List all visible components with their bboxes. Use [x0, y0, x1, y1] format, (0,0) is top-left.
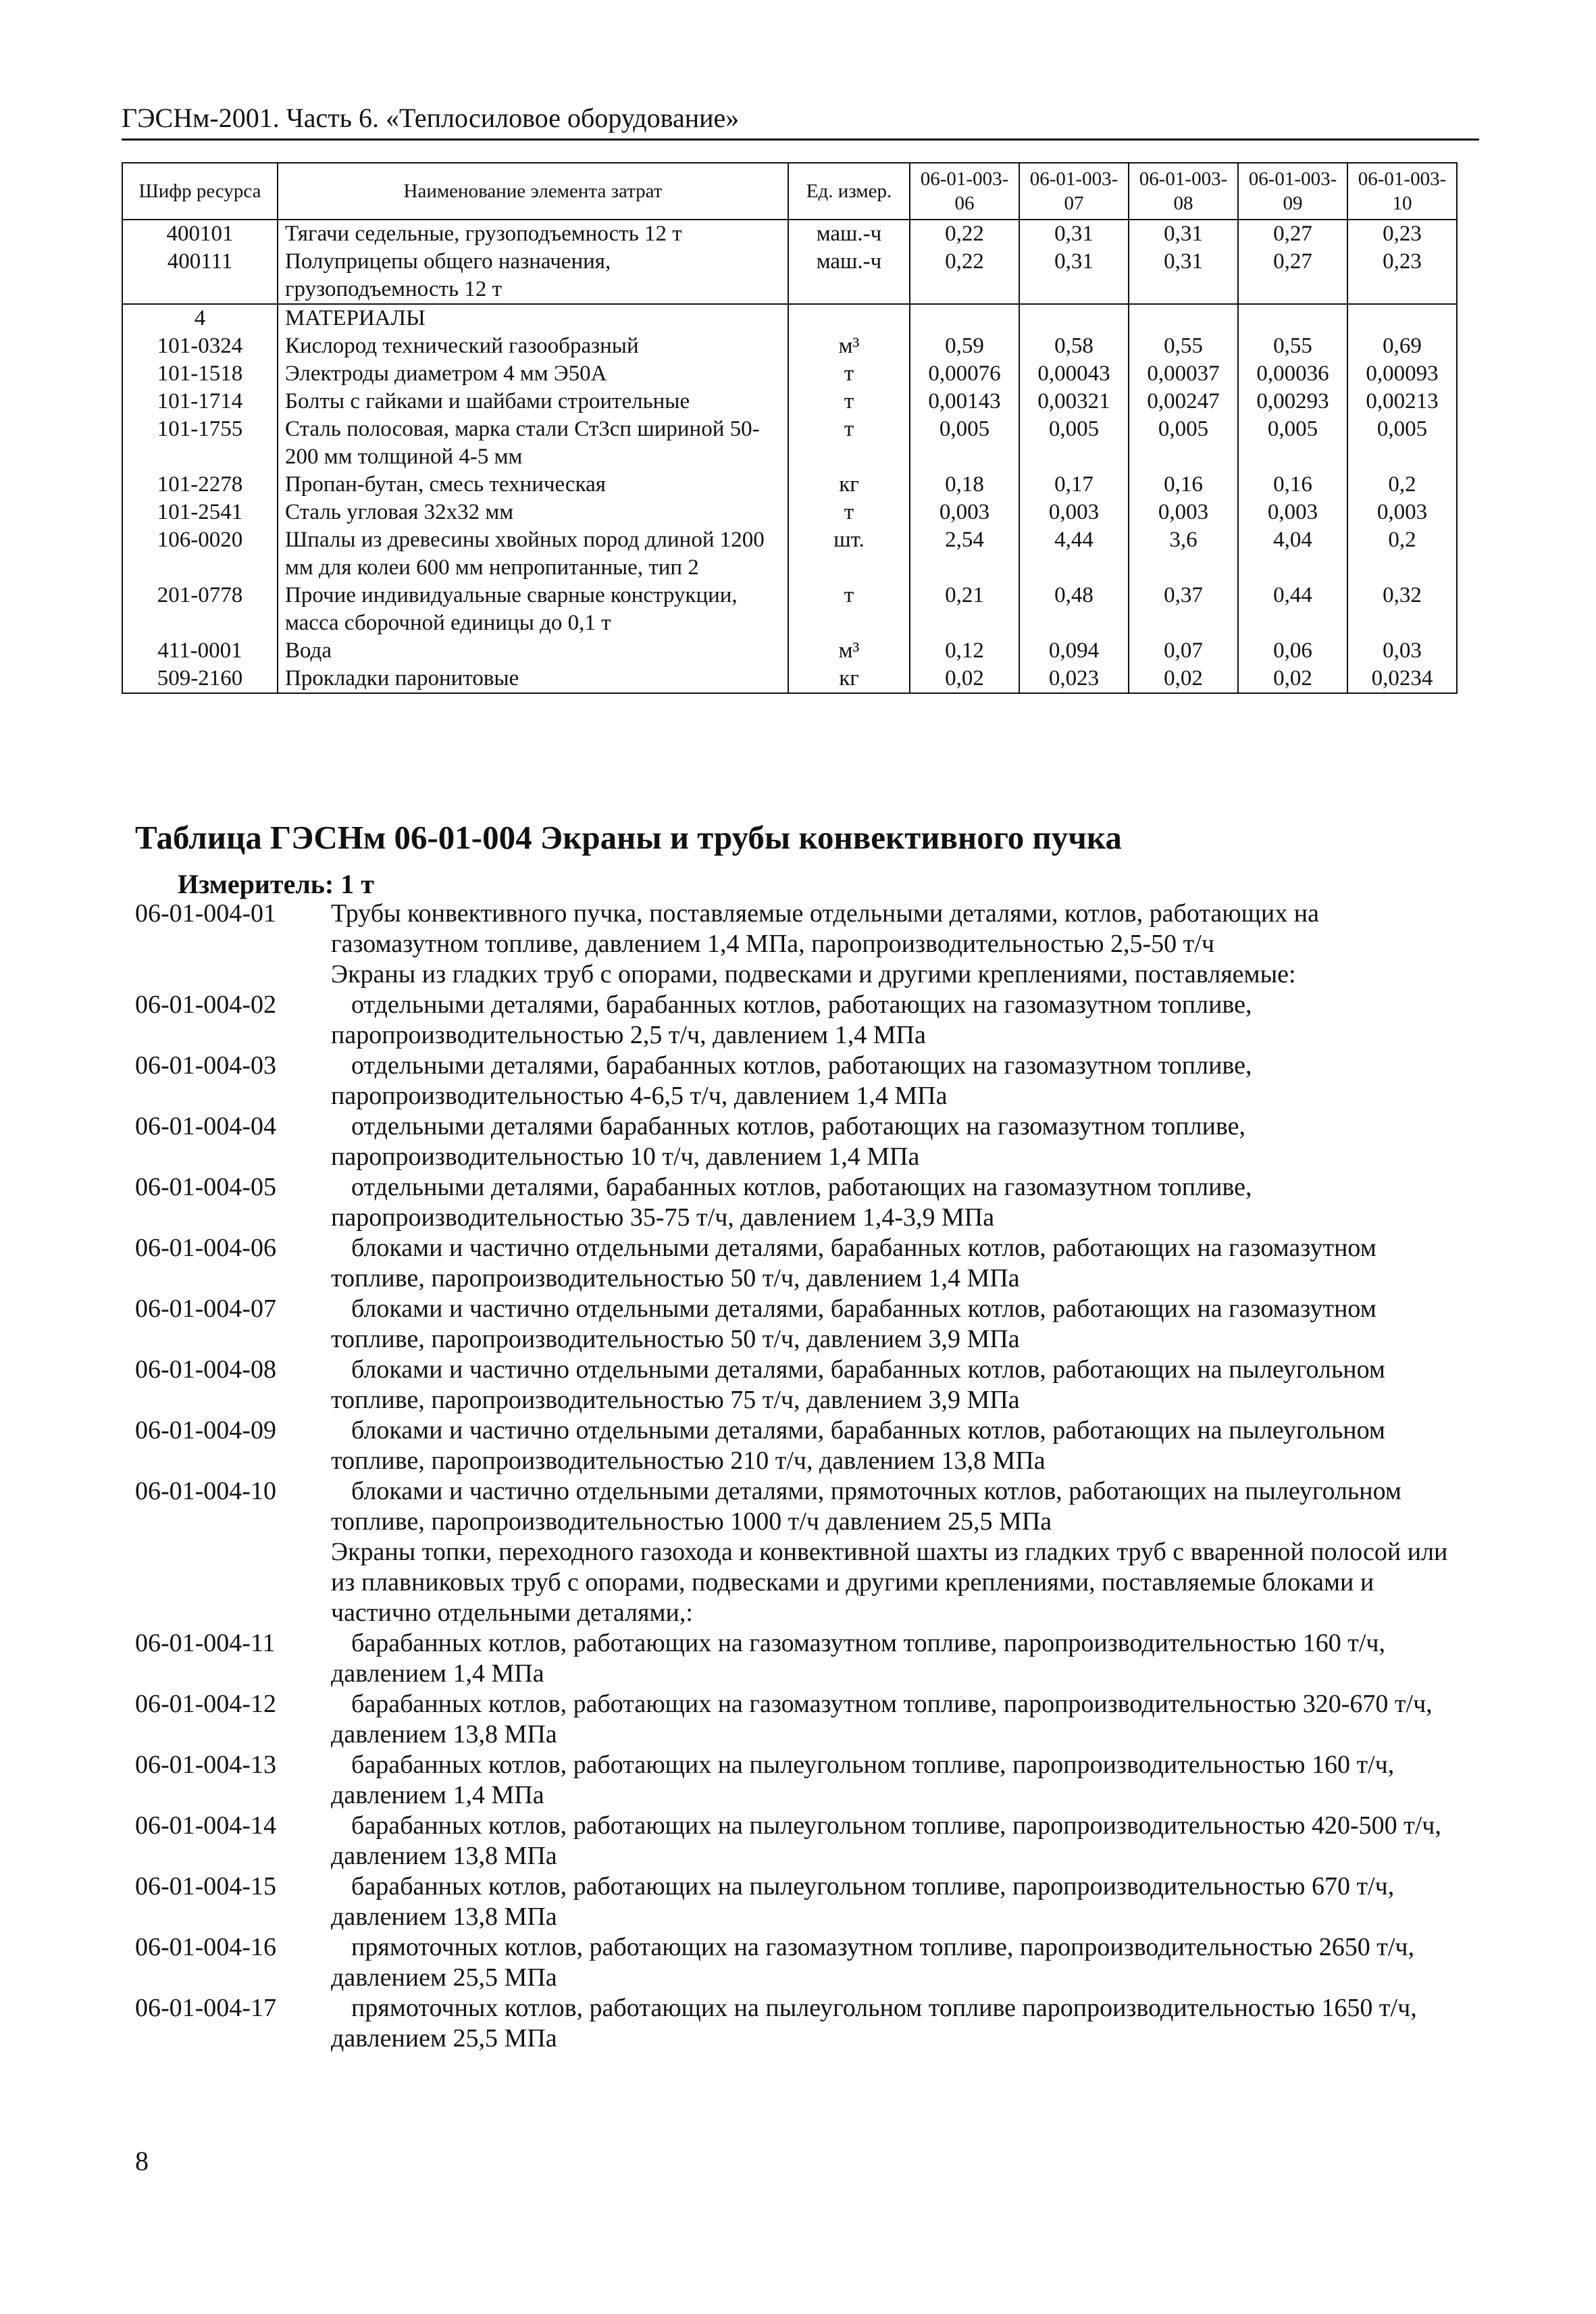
- value-cell: 0,2: [1347, 471, 1457, 499]
- item-code: 06-01-004-04: [135, 1112, 276, 1140]
- list-item: [135, 1689, 1459, 1750]
- resource-code-cell: 101-0324: [122, 332, 278, 360]
- item-description: барабанных котлов, работающих на газомазутном топливе, паропроизводительностью 320-670 т/ч, давлением 13,8 МПа: [331, 1690, 1433, 1749]
- value-cell: 0,69: [1347, 332, 1457, 360]
- item-description: блоками и частично отдельными деталями, барабанных котлов, работающих на пылеугольном топливе, паропроизводительностью 75 т/ч, давлением 3,9 МПа: [331, 1355, 1385, 1414]
- table-row: [122, 220, 1457, 248]
- unit-cell: м³: [788, 637, 910, 665]
- item-description: барабанных котлов, работающих на газомазутном топливе, паропроизводительностью 160 т/ч, давлением 1,4 МПа: [331, 1629, 1386, 1688]
- resource-name-cell: Болты с гайками и шайбами строительные: [278, 388, 788, 416]
- list-item: [135, 959, 1459, 990]
- table-row: [122, 471, 1457, 499]
- value-cell: 2,54: [910, 526, 1019, 582]
- unit-cell: кг: [788, 665, 910, 693]
- value-cell: 0,23: [1347, 220, 1457, 248]
- item-code: 06-01-004-05: [135, 1173, 276, 1201]
- value-cell: 0,00093: [1347, 360, 1457, 388]
- unit-cell: маш.-ч: [788, 220, 910, 248]
- resource-name-cell: Тягачи седельные, грузоподъемность 12 т: [278, 220, 788, 248]
- value-cell: 0,094: [1019, 637, 1129, 665]
- item-description: прямоточных котлов, работающих на пылеугольном топливе паропроизводительностью 1650 т/ч, давлением 25,5 МПа: [331, 1994, 1417, 2053]
- resource-code-cell: 101-2278: [122, 471, 278, 499]
- value-cell: [1238, 304, 1347, 332]
- value-cell: 0,31: [1019, 248, 1129, 304]
- list-item: [135, 1537, 1459, 1628]
- item-description: Трубы конвективного пучка, поставляемые отдельными деталями, котлов, работающих на газомазутном топливе, давлением 1,4 МПа, паропроизводительностью 2,5-50 т/ч: [331, 899, 1319, 958]
- resource-code-cell: 411-0001: [122, 637, 278, 665]
- item-description: прямоточных котлов, работающих на газомазутном топливе, паропроизводительностью 2650 т/ч, давлением 25,5 МПа: [331, 1933, 1415, 1992]
- resource-name-cell: Полуприцепы общего назначения, грузоподъемность 12 т: [278, 248, 788, 304]
- value-cell: 4,04: [1238, 526, 1347, 582]
- value-cell: 0,16: [1238, 471, 1347, 499]
- resource-table: [122, 162, 1458, 694]
- value-cell: [1129, 304, 1238, 332]
- table-row: [122, 332, 1457, 360]
- value-cell: 0,22: [910, 220, 1019, 248]
- value-cell: 0,03: [1347, 637, 1457, 665]
- value-cell: 0,18: [910, 471, 1019, 499]
- resource-code-cell: 4: [122, 304, 278, 332]
- resource-name-cell: Вода: [278, 637, 788, 665]
- item-code: 06-01-004-17: [135, 1994, 276, 2022]
- value-cell: 0,00321: [1019, 388, 1129, 416]
- value-cell: 0,005: [1238, 416, 1347, 471]
- column-header: Ед. измер.: [788, 163, 910, 220]
- value-cell: 4,44: [1019, 526, 1129, 582]
- value-cell: 0,0234: [1347, 665, 1457, 693]
- item-code: 06-01-004-10: [135, 1477, 276, 1505]
- list-item: [135, 1111, 1459, 1172]
- value-cell: 0,003: [1238, 499, 1347, 526]
- value-cell: 0,27: [1238, 220, 1347, 248]
- item-description: отдельными деталями барабанных котлов, работающих на газомазутном топливе, паропроизводительностью 10 т/ч, давлением 1,4 МПа: [331, 1112, 1246, 1171]
- table-row: [122, 304, 1457, 332]
- item-code: 06-01-004-14: [135, 1811, 276, 1840]
- resource-code-cell: 101-1714: [122, 388, 278, 416]
- resource-name-cell: Прочие индивидуальные сварные конструкции, масса сборочной единицы до 0,1 т: [278, 582, 788, 637]
- resource-name-cell: Прокладки паронитовые: [278, 665, 788, 693]
- unit-cell: [788, 304, 910, 332]
- list-item: [135, 1233, 1459, 1294]
- value-cell: 0,27: [1238, 248, 1347, 304]
- value-cell: 0,21: [910, 582, 1019, 637]
- list-item: [135, 1355, 1459, 1415]
- list-item: [135, 1628, 1459, 1689]
- value-cell: [910, 304, 1019, 332]
- page-header: ГЭСНм-2001. Часть 6. «Теплосиловое оборудование»: [122, 103, 740, 133]
- table-row: [122, 416, 1457, 471]
- table-row: [122, 582, 1457, 637]
- item-description: барабанных котлов, работающих на пылеугольном топливе, паропроизводительностью 420-500 т/ч, давлением 13,8 МПа: [331, 1811, 1441, 1870]
- table-row: [122, 526, 1457, 582]
- item-code: [135, 959, 331, 990]
- unit-cell: т: [788, 582, 910, 637]
- resource-name-cell: Электроды диаметром 4 мм Э50А: [278, 360, 788, 388]
- value-cell: 0,00213: [1347, 388, 1457, 416]
- resource-code-cell: 400101: [122, 220, 278, 248]
- unit-cell: маш.-ч: [788, 248, 910, 304]
- list-item: [135, 1871, 1459, 1932]
- unit-cell: кг: [788, 471, 910, 499]
- item-description: блоками и частично отдельными деталями, барабанных котлов, работающих на газомазутном топливе, паропроизводительностью 50 т/ч, давлением 3,9 МПа: [331, 1294, 1376, 1353]
- value-cell: [1019, 304, 1129, 332]
- column-header: 06-01-003-10: [1347, 163, 1457, 220]
- value-cell: 0,003: [910, 499, 1019, 526]
- item-code: 06-01-004-11: [135, 1629, 276, 1657]
- list-item: [135, 1415, 1459, 1476]
- value-cell: 0,005: [1019, 416, 1129, 471]
- item-description: блоками и частично отдельными деталями, барабанных котлов, работающих на газомазутном топливе, паропроизводительностью 50 т/ч, давлением 1,4 МПа: [331, 1234, 1376, 1292]
- list-item: [135, 1476, 1459, 1537]
- unit-cell: т: [788, 360, 910, 388]
- value-cell: 0,12: [910, 637, 1019, 665]
- table-header-row: [122, 163, 1457, 220]
- resource-name-cell: МАТЕРИАЛЫ: [278, 304, 788, 332]
- column-header: 06-01-003-09: [1238, 163, 1347, 220]
- item-code: [135, 1537, 331, 1628]
- value-cell: 0,023: [1019, 665, 1129, 693]
- unit-cell: т: [788, 416, 910, 471]
- item-description: блоками и частично отдельными деталями, прямоточных котлов, работающих на пылеугольном топливе, паропроизводительностью 1000 т/ч давлением 25,5 МПа: [331, 1477, 1401, 1536]
- resource-code-cell: 106-0020: [122, 526, 278, 582]
- item-code: 06-01-004-08: [135, 1355, 276, 1384]
- list-item: [135, 1172, 1459, 1233]
- value-cell: 0,003: [1129, 499, 1238, 526]
- value-cell: 0,003: [1347, 499, 1457, 526]
- list-item: [135, 1993, 1459, 2054]
- value-cell: 0,02: [1129, 665, 1238, 693]
- resource-code-cell: 101-1518: [122, 360, 278, 388]
- unit-cell: м³: [788, 332, 910, 360]
- value-cell: 0,44: [1238, 582, 1347, 637]
- value-cell: 0,37: [1129, 582, 1238, 637]
- column-header: 06-01-003-07: [1019, 163, 1129, 220]
- value-cell: 0,58: [1019, 332, 1129, 360]
- table-row: [122, 499, 1457, 526]
- value-cell: 0,07: [1129, 637, 1238, 665]
- table-row: [122, 665, 1457, 693]
- item-description: блоками и частично отдельными деталями, барабанных котлов, работающих на пылеугольном топливе, паропроизводительностью 210 т/ч, давлением 13,8 МПа: [331, 1416, 1385, 1475]
- value-cell: 0,31: [1129, 220, 1238, 248]
- value-cell: 0,22: [910, 248, 1019, 304]
- value-cell: 0,005: [1129, 416, 1238, 471]
- value-cell: 0,55: [1238, 332, 1347, 360]
- resource-code-cell: 400111: [122, 248, 278, 304]
- work-items-list: [135, 899, 1459, 2054]
- item-code: 06-01-004-03: [135, 1051, 276, 1080]
- value-cell: 0,32: [1347, 582, 1457, 637]
- item-description: отдельными деталями, барабанных котлов, работающих на газомазутном топливе, паропроизводительностью 4-6,5 т/ч, давлением 1,4 МПа: [331, 1051, 1252, 1110]
- value-cell: 3,6: [1129, 526, 1238, 582]
- value-cell: 0,00143: [910, 388, 1019, 416]
- value-cell: 0,003: [1019, 499, 1129, 526]
- table-body: [122, 220, 1457, 693]
- value-cell: 0,06: [1238, 637, 1347, 665]
- unit-cell: т: [788, 499, 910, 526]
- resource-code-cell: 509-2160: [122, 665, 278, 693]
- value-cell: 0,00076: [910, 360, 1019, 388]
- value-cell: 0,31: [1019, 220, 1129, 248]
- list-item: [135, 990, 1459, 1051]
- value-cell: 0,31: [1129, 248, 1238, 304]
- table-row: [122, 388, 1457, 416]
- list-item: [135, 1294, 1459, 1355]
- resource-code-cell: 101-1755: [122, 416, 278, 471]
- item-code: 06-01-004-06: [135, 1234, 276, 1262]
- value-cell: 0,48: [1019, 582, 1129, 637]
- resource-name-cell: Шпалы из древесины хвойных пород длиной 1200 мм для колеи 600 мм непропитанные, тип 2: [278, 526, 788, 582]
- resource-code-cell: 101-2541: [122, 499, 278, 526]
- item-code: 06-01-004-02: [135, 990, 276, 1019]
- resource-code-cell: 201-0778: [122, 582, 278, 637]
- value-cell: 0,005: [1347, 416, 1457, 471]
- list-item: [135, 1932, 1459, 1993]
- column-header: 06-01-003-06: [910, 163, 1019, 220]
- item-code: 06-01-004-13: [135, 1751, 276, 1779]
- page-number: 8: [135, 2146, 149, 2176]
- column-header: 06-01-003-08: [1129, 163, 1238, 220]
- item-description: отдельными деталями, барабанных котлов, работающих на газомазутном топливе, паропроизводительностью 35-75 т/ч, давлением 1,4-3,9 МПа: [331, 1173, 1252, 1232]
- item-description: Экраны из гладких труб с опорами, подвесками и другими креплениями, поставляемые:: [331, 960, 1296, 988]
- list-item: [135, 1750, 1459, 1811]
- section-title: Таблица ГЭСНм 06-01-004 Экраны и трубы конвективного пучка: [135, 819, 1122, 856]
- value-cell: 0,00036: [1238, 360, 1347, 388]
- resource-name-cell: Сталь угловая 32х32 мм: [278, 499, 788, 526]
- value-cell: 0,23: [1347, 248, 1457, 304]
- value-cell: 0,17: [1019, 471, 1129, 499]
- item-description: барабанных котлов, работающих на пылеугольном топливе, паропроизводительностью 670 т/ч, давлением 13,8 МПа: [331, 1872, 1395, 1931]
- measure-unit: Измеритель: 1 т: [178, 869, 374, 899]
- list-item: [135, 899, 1459, 959]
- value-cell: [1347, 304, 1457, 332]
- item-code: 06-01-004-16: [135, 1933, 276, 1961]
- value-cell: 0,00037: [1129, 360, 1238, 388]
- value-cell: 0,55: [1129, 332, 1238, 360]
- item-description: барабанных котлов, работающих на пылеугольном топливе, паропроизводительностью 160 т/ч, давлением 1,4 МПа: [331, 1751, 1395, 1809]
- value-cell: 0,02: [1238, 665, 1347, 693]
- unit-cell: шт.: [788, 526, 910, 582]
- value-cell: 0,00293: [1238, 388, 1347, 416]
- item-description: отдельными деталями, барабанных котлов, работающих на газомазутном топливе, паропроизводительностью 2,5 т/ч, давлением 1,4 МПа: [331, 990, 1252, 1049]
- item-code: 06-01-004-09: [135, 1416, 276, 1444]
- value-cell: 0,59: [910, 332, 1019, 360]
- item-code: 06-01-004-01: [135, 899, 276, 928]
- value-cell: 0,005: [910, 416, 1019, 471]
- table-row: [122, 360, 1457, 388]
- item-code: 06-01-004-07: [135, 1294, 276, 1323]
- item-code: 06-01-004-15: [135, 1872, 276, 1901]
- column-header: Наименование элемента затрат: [278, 163, 788, 220]
- item-code: 06-01-004-12: [135, 1690, 276, 1718]
- value-cell: 0,16: [1129, 471, 1238, 499]
- value-cell: 0,00043: [1019, 360, 1129, 388]
- header-rule: [122, 139, 1479, 141]
- value-cell: 0,2: [1347, 526, 1457, 582]
- value-cell: 0,02: [910, 665, 1019, 693]
- unit-cell: т: [788, 388, 910, 416]
- resource-name-cell: Сталь полосовая, марка стали Ст3сп шириной 50-200 мм толщиной 4-5 мм: [278, 416, 788, 471]
- list-item: [135, 1811, 1459, 1871]
- column-header: Шифр ресурса: [122, 163, 278, 220]
- resource-name-cell: Кислород технический газообразный: [278, 332, 788, 360]
- resource-name-cell: Пропан-бутан, смесь техническая: [278, 471, 788, 499]
- item-description: Экраны топки, переходного газохода и конвективной шахты из гладких труб с вваренной полосой или из плавниковых труб с опорами, подвесками и другими креплениями, поставляемые блоками и частично отдельными деталями,:: [331, 1538, 1448, 1627]
- list-item: [135, 1051, 1459, 1111]
- table-row: [122, 637, 1457, 665]
- table-row: [122, 248, 1457, 304]
- value-cell: 0,00247: [1129, 388, 1238, 416]
